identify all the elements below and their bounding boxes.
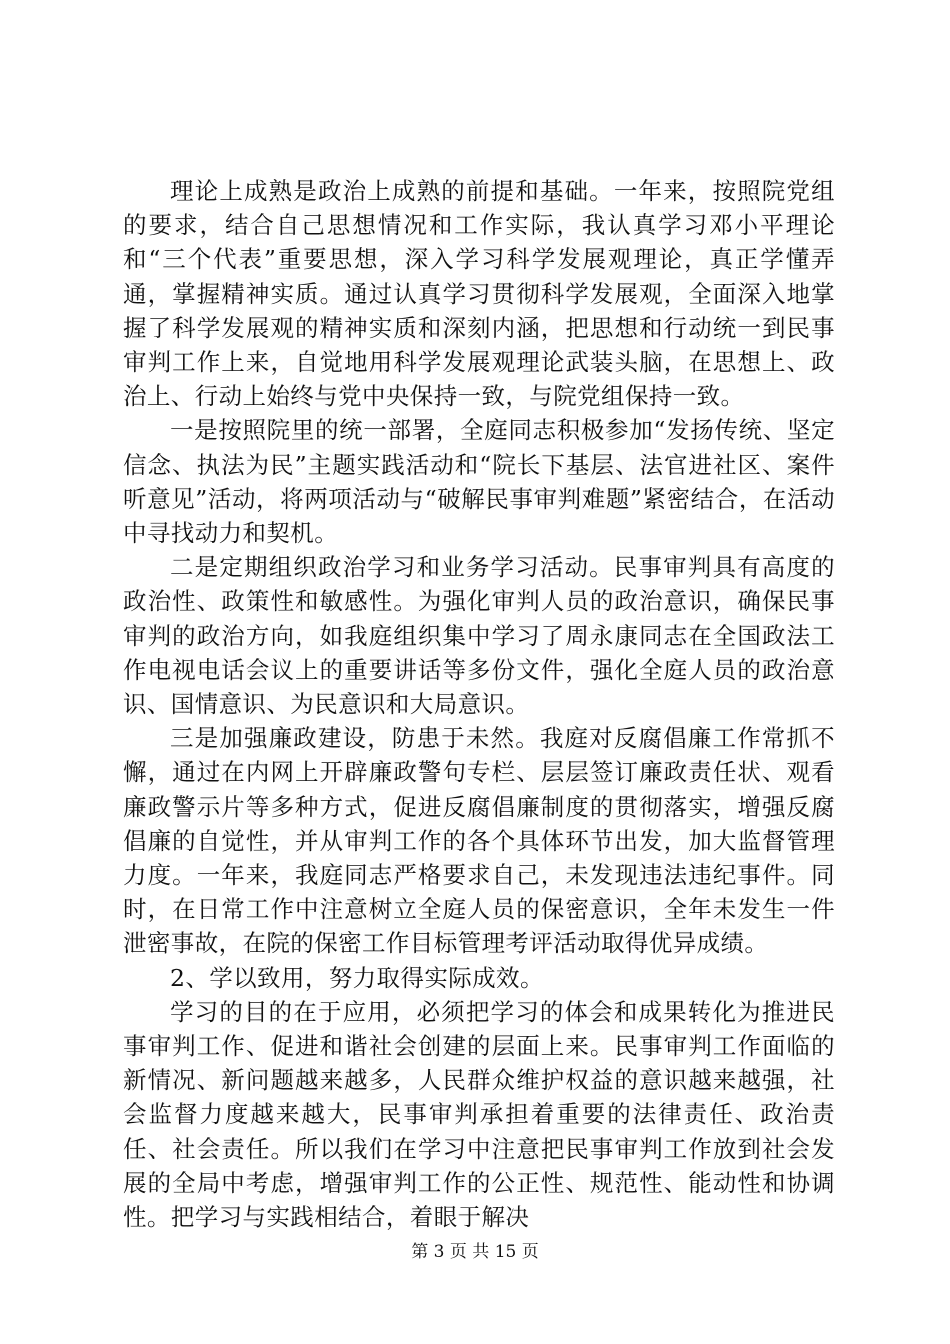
section-heading-apply-learning: 2、学以致用，努力取得实际成效。 — [170, 963, 544, 992]
paragraph-first-point: 一是按照院里的统一部署，全庭同志积极参加“发扬传统、坚定信念、执法为民”主题实践活动和“院长下基层、法官进社区、案件听意见”活动，将两项活动与“破解民事审判难题”紧密结合，在活动中寻找动力和契机。 — [123, 416, 835, 548]
paragraph-third-point: 三是加强廉政建设，防患于未然。我庭对反腐倡廉工作常抓不懈，通过在内网上开辟廉政警句专栏、层层签订廉政责任状、观看廉政警示片等多种方式，促进反腐倡廉制度的贯彻落实，增强反腐倡廉的自觉性，并从审判工作的各个具体环节出发，加大监督管理力度。一年来，我庭同志严格要求自己，未发现违法违纪事件。同时，在日常工作中注意树立全庭人员的保密意识，全年未发生一件泄密事故，在院的保密工作目标管理考评活动取得优异成绩。 — [123, 724, 835, 958]
page-number-footer: 第 3 页 共 15 页 — [411, 1242, 539, 1262]
paragraph-second-point: 二是定期组织政治学习和业务学习活动。民事审判具有高度的政治性、政策性和敏感性。为强化审判人员的政治意识，确保民事审判的政治方向，如我庭组织集中学习了周永康同志在全国政法工作电视电话会议上的重要讲话等多份文件，强化全庭人员的政治意识、国情意识、为民意识和大局意识。 — [123, 553, 835, 719]
paragraph-theory-maturity: 理论上成熟是政治上成熟的前提和基础。一年来，按照院党组的要求，结合自己思想情况和工作实际，我认真学习邓小平理论和“三个代表”重要思想，深入学习科学发展观理论，真正学懂弄通，掌握精神实质。通过认真学习贯彻科学发展观，全面深入地掌握了科学发展观的精神实质和深刻内涵，把思想和行动统一到民事审判工作上来，自觉地用科学发展观理论武装头脑，在思想上、政治上、行动上始终与党中央保持一致，与院党组保持一致。 — [123, 177, 835, 411]
document-body — [123, 174, 835, 1234]
paragraph-learning-purpose: 学习的目的在于应用，必须把学习的体会和成果转化为推进民事审判工作、促进和谐社会创建的层面上来。民事审判工作面临的新情况、新问题越来越多，人民群众维护权益的意识越来越强，社会监督力度越来越大，民事审判承担着重要的法律责任、政治责任、社会责任。所以我们在学习中注意把民事审判工作放到社会发展的全局中考虑，增强审判工作的公正性、规范性、能动性和协调性。把学习与实践相结合，着眼于解决 — [123, 997, 835, 1232]
